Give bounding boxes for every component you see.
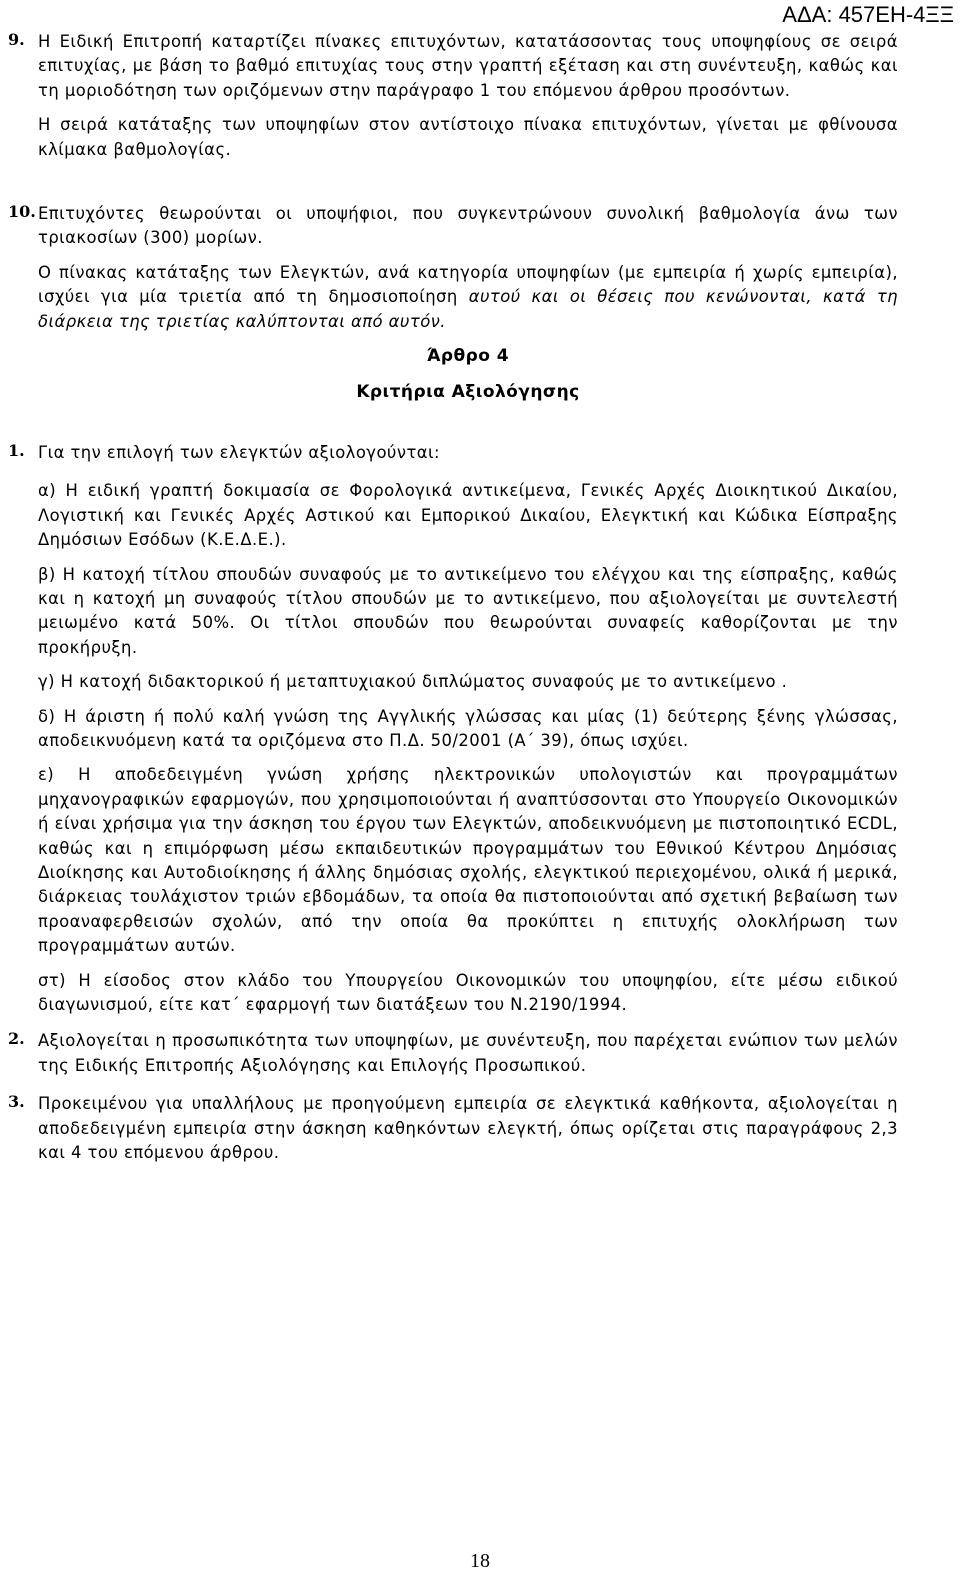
item-1: [8, 440, 898, 1018]
paragraph-text: Η Ειδική Επιτροπή καταρτίζει πίνακες επιτυχόντων, κατατάσσοντας τους υποψηφίους σε σειρά επιτυχίας, με βάση το βαθμό επιτυχίας τους στην γραπτή εξέταση και στη συνέντευξη, καθώς και τη μοριοδότηση των οριζόμενων στην παράγραφο 1 του επόμενου άρθρου προσόντων.: [38, 32, 898, 100]
paragraph-10: [8, 202, 898, 334]
item-number: 1.: [8, 440, 25, 460]
paragraph-text-2: Η σειρά κατάταξης των υποψηφίων στον αντίστοιχο πίνακα επιτυχόντων, γίνεται με φθίνουσα κλίμακα βαθμολογίας.: [38, 115, 898, 159]
text-italic: αυτού και οι θέσεις που κενώνονται, κατά τη διάρκεια της τριετίας καλύπτονται από αυτόν.: [38, 287, 898, 331]
item-2: [8, 1029, 898, 1078]
paragraph-number: 9.: [8, 30, 25, 49]
item-c: γ) Η κατοχή διδακτορικού ή μεταπτυχιακού διπλώματος συναφούς με το αντικείμενο .: [38, 672, 788, 692]
document-page: [8, 30, 898, 1165]
article-number: Άρθρο 4: [426, 346, 510, 367]
item-d: δ) Η άριστη ή πολύ καλή γνώση της Αγγλικής γλώσσας και μίας (1) δεύτερης ξένης γλώσσας, αποδεικνυόμενη κατά τα οριζόμενα στο Π.Δ. 50/2001 (Α΄ 39), όπως ισχύει.: [38, 706, 898, 750]
paragraph-number: 10.: [8, 202, 36, 222]
article-title: Κριτήρια Αξιολόγησης: [356, 382, 580, 403]
text-plain: Ο πίνακας κατάταξης των Ελεγκτών, ανά κατηγορία υποψηφίων (με εμπειρία ή χωρίς εμπειρία), ισχύει για μία τριετία από τη δημοσιοποίηση: [38, 262, 898, 307]
item-a: α) Η ειδική γραπτή δοκιμασία σε Φορολογικά αντικείμενα, Γενικές Αρχές Διοικητικού Δικαίου, Λογιστική και Γενικές Αρχές Αστικού και Εμπορικού Δικαίου, Ελεγκτική και Κώδικα Είσπραξης Δημόσιων Εσόδων (Κ.Ε.Δ.Ε.).: [38, 481, 898, 550]
paragraph-9: [8, 30, 898, 162]
item-b: β) Η κατοχή τίτλου σπουδών συναφούς με το αντικείμενο του ελέγχου και της είσπραξης, καθώς και η κατοχή μη συναφούς τίτλου σπουδών με το αντικείμενο, που αξιολογείται με συντελεστή μειωμένο κατά 50%. Οι τίτλοι σπουδών που θεωρούνται συναφείς καθορίζονται με την προκήρυξη.: [38, 564, 898, 657]
paragraph-text: Επιτυχόντες θεωρούνται οι υποψήφιοι, που συγκεντρώνουν συνολική βαθμολογία άνω των τριακοσίων (300) μορίων.: [38, 204, 898, 248]
item-number: 3.: [8, 1092, 25, 1112]
ada-code: ΑΔΑ: 457ΕΗ-4ΞΞ: [782, 2, 954, 27]
item-3: [8, 1092, 898, 1165]
item-intro: Για την επιλογή των ελεγκτών αξιολογούνται:: [38, 442, 441, 462]
item-text: Προκειμένου για υπαλλήλους με προηγούμενη εμπειρία σε ελεγκτικά καθήκοντα, αξιολογείται η αποδεδειγμένη εμπειρία στην άσκηση καθηκόντων ελεγκτή, όπως ορίζεται στις παραγράφους 2,3 και 4 του επόμενου άρθρου.: [38, 1094, 898, 1163]
item-text: Αξιολογείται η προσωπικότητα των υποψηφίων, με συνέντευξη, που παρέχεται ενώπιον των μελών της Ειδικής Επιτροπής Αξιολόγησης και Επιλογής Προσωπικού.: [38, 1031, 898, 1075]
item-e: ε) Η αποδεδειγμένη γνώση χρήσης ηλεκτρονικών υπολογιστών και προγραμμάτων μηχανογραφικών εφαρμογών, που χρησιμοποιούνται ή αναπτύσσονται στο Υπουργείο Οικονομικών ή είναι χρήσιμα για την άσκηση του έργου των Ελεγκτών, αποδεικνυόμενη με πιστοποιητικό ECDL, καθώς και η επιμόρφωση μέσω εκπαιδευτικών προγραμμάτων του Εθνικού Κέντρου Δημόσιας Διοίκησης και Αυτοδιοίκησης ή άλλης δημόσιας σχολής, ελεγκτικού περιεχομένου, ολικά ή μερικά, διάρκειας τουλάχιστον τριών εβδομάδων, τα οποία θα πιστοποιούνται από σχετική βεβαίωση των προαναφερθεισών σχολών, από την οποία θα προκύπτει η επιτυχής ολοκλήρωση των προγραμμάτων αυτών.: [38, 765, 898, 956]
page-number: 18: [470, 1550, 490, 1572]
item-number: 2.: [8, 1029, 25, 1049]
paragraph-text-2: [38, 261, 898, 334]
item-f: στ) Η είσοδος στον κλάδο του Υπουργείου Οικονομικών του υποψηφίου, είτε μέσω ειδικού διαγωνισμού, είτε κατ΄ εφαρμογή των διατάξεων του Ν.2190/1994.: [38, 970, 898, 1014]
